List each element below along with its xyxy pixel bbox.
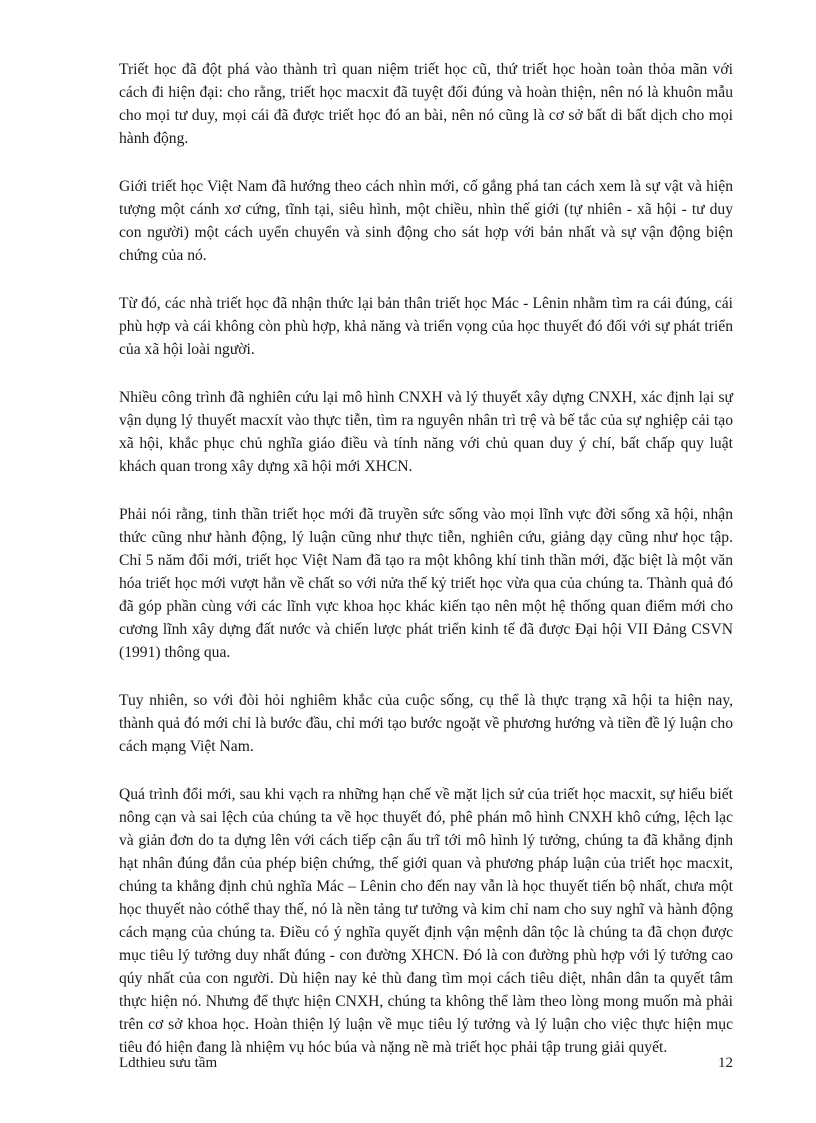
page-body bbox=[119, 58, 733, 1084]
page-number: 12 bbox=[718, 1055, 733, 1071]
paragraph: Từ đó, các nhà triết học đã nhận thức lại bản thân triết học Mác - Lênin nhằm tìm ra cái đúng, cái phù hợp và cái không còn phù hợp, khả năng và triển vọng của học thuyết đó đối với sự phát triển của xã hội loài người. bbox=[119, 295, 733, 358]
paragraph: Quá trình đổi mới, sau khi vạch ra những hạn chế về mặt lịch sử của triết học macxit, sự hiểu biết nông cạn và sai lệch của chúng ta về học thuyết đó, phê phán mô hình CNXH khô cứng, lệch lạc và giản đơn do ta dựng lên với cách tiếp cận ấu trĩ tới mô hình lý tưởng, chúng ta đã khẳng định hạt nhân đúng đắn của phép biện chứng, thế giới quan và phương pháp luận của triết học macxit, chúng ta khẳng định chủ nghĩa Mác – Lênin cho đến nay vẫn là học thuyết tiến bộ nhất, chưa một học thuyết nào cóthể thay thế, nó là nền tảng tư tưởng và kim chỉ nam cho suy nghĩ và hành động cách mạng của chúng ta. Điều có ý nghĩa quyết định vận mệnh dân tộc là chúng ta đã chọn được mục tiêu lý tưởng duy nhất đúng - con đường XHCN. Đó là con đường phù hợp với lý tưởng cao qúy nhất của con người. Dù hiện nay kẻ thù đang tìm mọi cách tiêu diệt, nhân dân ta quyết tâm thực hiện nó. Nhưng để thực hiện CNXH, chúng ta không thể làm theo lòng mong muốn mà phải trên cơ sở khoa học. Hoàn thiện lý luận về mục tiêu lý tưởng và lý luận cho việc thực hiện mục tiêu đó hiện đang là nhiệm vụ hóc búa và nặng nề mà triết học phải tập trung giải quyết. bbox=[119, 786, 733, 1056]
paragraph: Giới triết học Việt Nam đã hướng theo cách nhìn mới, cố gắng phá tan cách xem là sự vật và hiện tượng một cánh xơ cứng, tĩnh tại, siêu hình, một chiều, nhìn thế giới (tự nhiên - xã hội - tư duy con người) một cách uyển chuyển và sinh động cho sát hợp với bản nhất và sự vận động biện chứng của nó. bbox=[119, 178, 733, 264]
paragraph: Tuy nhiên, so với đòi hỏi nghiêm khắc của cuộc sống, cụ thể là thực trạng xã hội ta hiện nay, thành quả đó mới chỉ là bước đầu, chỉ mới tạo bước ngoặt về phương hướng và tiền đề lý luận cho cách mạng Việt Nam. bbox=[119, 692, 733, 755]
paragraph: Triết học đã đột phá vào thành trì quan niệm triết học cũ, thứ triết học hoàn toàn thỏa mãn với cách đi hiện đại: cho rằng, triết học macxit đã tuyệt đối đúng và hoàn thiện, nên nó là khuôn mẫu cho mọi tư duy, mọi cái đã được triết học đó an bài, nên nó cũng là cơ sở bất di bất dịch cho mọi hành động. bbox=[119, 61, 733, 147]
page-footer bbox=[119, 1053, 733, 1073]
footer-author: Ldthieu sưu tầm bbox=[119, 1055, 218, 1071]
paragraph: Nhiều công trình đã nghiên cứu lại mô hình CNXH và lý thuyết xây dựng CNXH, xác định lại sự vận dụng lý thuyết macxít vào thực tiễn, tìm ra nguyên nhân trì trệ và bế tắc của sự nghiệp cải tạo xã hội, khắc phục chủ nghĩa giáo điều và tính năng với chủ quan duy ý chí, bất chấp quy luật khách quan trong xây dựng xã hội mới XHCN. bbox=[119, 389, 733, 475]
paragraph: Phải nói rằng, tinh thần triết học mới đã truyền sức sống vào mọi lĩnh vực đời sống xã hội, nhận thức cũng như hành động, lý luận cũng như thực tiễn, nghiên cứu, giảng dạy cũng như học tập. Chỉ 5 năm đổi mới, triết học Việt Nam đã tạo ra một không khí tinh thần mới, đặc biệt là một văn hóa triết học mới vượt hẳn về chất so với nửa thế kỷ triết học vừa qua của chúng ta. Thành quả đó đã góp phần cùng với các lĩnh vực khoa học khác kiến tạo nên một hệ thống quan điểm mới cho cương lĩnh xây dựng đất nước và chiến lược phát triển kinh tế đã được Đại hội VII Đảng CSVN (1991) thông qua. bbox=[119, 506, 733, 661]
